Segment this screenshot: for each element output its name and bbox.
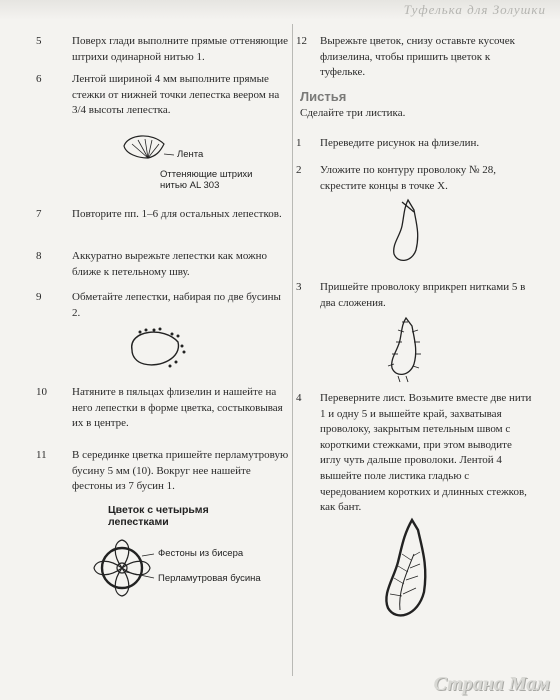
step-number: 12 (296, 35, 307, 47)
section-title-leaves: Листья (300, 89, 347, 104)
step-number: 8 (36, 250, 42, 262)
step-number: 5 (36, 35, 42, 47)
column-divider (292, 24, 293, 676)
leaf-outline-figure (386, 196, 426, 276)
step-number: 7 (36, 208, 42, 220)
step-number: 2 (296, 164, 302, 176)
leaf-couched-figure (384, 312, 434, 384)
step-text: Лентой шириной 4 мм выполните прямые стежки от нижней точки лепестка веером на 3/4 высоты лепестка. (72, 73, 280, 117)
step-text: Вырежьте цветок, снизу оставьте кусочек флизелина, чтобы пришить цветок к туфельке. (320, 35, 515, 79)
step-text: Повторите пп. 1–6 для остальных лепестков. (72, 208, 282, 220)
step-text: Обметайте лепестки, набирая по две бусины 2. (72, 291, 281, 319)
step-text: Переведите рисунок на флизелин. (320, 137, 480, 149)
leaf-embroidered-figure (376, 514, 440, 638)
step-number: 6 (36, 73, 42, 85)
flower-figure-title: Цветок с четырьмя лепестками (108, 504, 209, 528)
step-number: 10 (36, 386, 47, 398)
step-number: 1 (296, 137, 302, 149)
label-ribbon: Лента (177, 149, 204, 160)
step-text: Натяните в пяльцах флизелин и нашейте на него лепестки в форме цветка, состыковывая их в центре. (72, 386, 283, 430)
step-text: Переверните лист. Возьмите вместе две нити 1 и одну 5 и вышейте край, захватывая проволоку, закрытым петельным швом с короткими стежками, при этом выводите иглу чуть дальше проволоки. Лентой 4 вышейте поле листика гладью с чередованием коротких и длинных стежков, как бант. (320, 392, 532, 514)
step-number: 3 (296, 281, 302, 293)
step-text: Уложите по контуру проволоку № 28, скрестите концы в точке Х. (320, 164, 497, 192)
running-head: Туфелька для Золушки (403, 2, 546, 17)
step-number: 9 (36, 291, 42, 303)
label-bead: Перламутровая бусина (158, 573, 261, 584)
section-intro: Сделайте три листика. (300, 107, 406, 119)
step-number: 11 (36, 449, 47, 461)
petal-figure (118, 132, 178, 172)
step-text: Пришейте проволоку вприкреп нитками 5 в два сложения. (320, 281, 526, 309)
beaded-petal-figure (120, 324, 190, 374)
step-number: 4 (296, 392, 302, 404)
label-scallops: Фестоны из бисера (158, 548, 244, 559)
step-text: В серединке цветка пришейте перламутровую бусину 5 мм (10). Вокруг нее нашейте фестоны из 7 бусин 1. (72, 449, 289, 493)
step-text: Поверх глади выполните прямые оттеняющие штрихи одинарной нитью 1. (72, 35, 288, 63)
flower-figure (82, 534, 162, 604)
watermark-logo: Страна Мам (433, 673, 550, 695)
label-strokes: Оттеняющие штрихи нитью AL 303 (160, 169, 253, 191)
step-text: Аккуратно вырежьте лепестки как можно ближе к петельному шву. (72, 250, 268, 278)
